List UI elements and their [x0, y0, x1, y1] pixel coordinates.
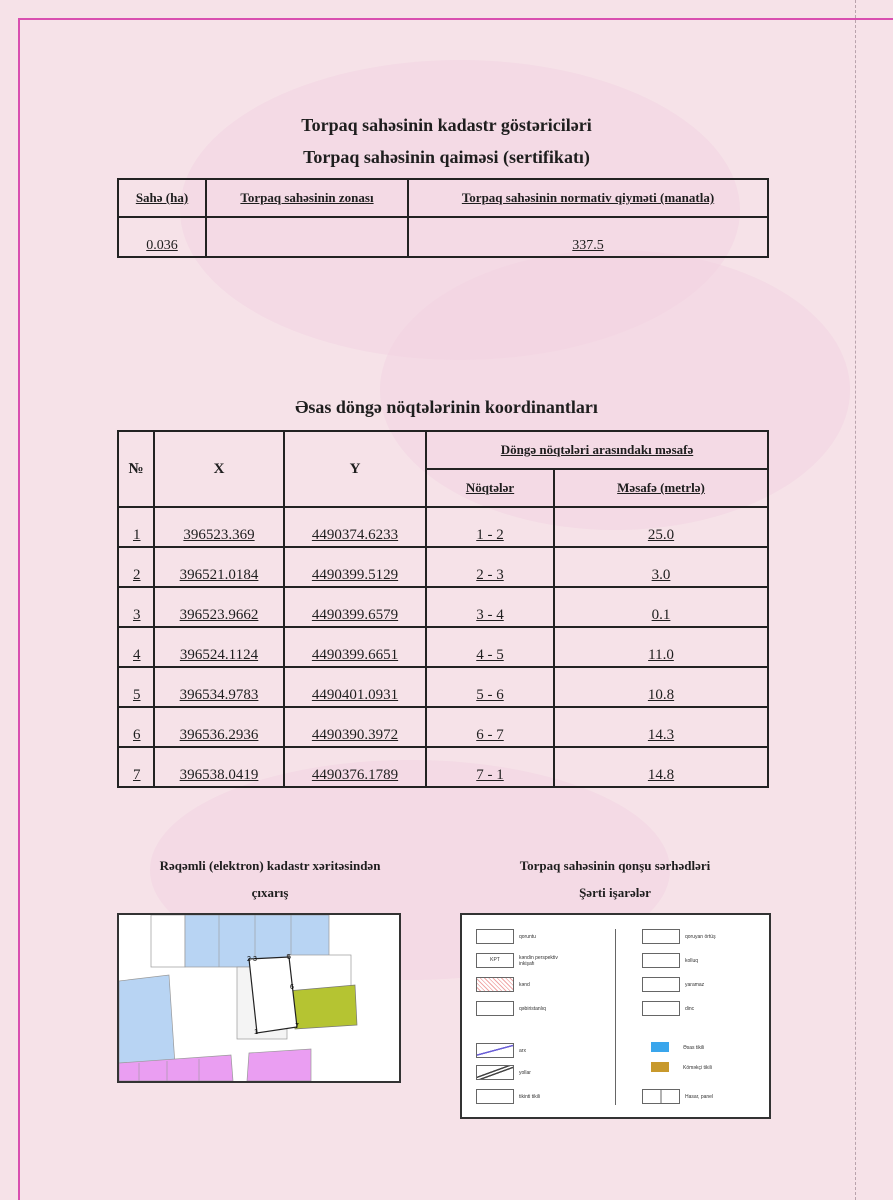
cell-no: 5 [118, 667, 154, 707]
column-header: Torpaq sahəsinin normativ qiyməti (manatla) [408, 179, 768, 217]
legend-label: qoruntu [519, 933, 536, 940]
legend-item [642, 953, 698, 968]
cell-y: 4490399.5129 [284, 547, 426, 587]
legend-symbol: KPT [476, 953, 514, 968]
cell-x: 396534.9783 [154, 667, 284, 707]
legend-label: qəbiristanlıq [519, 1005, 546, 1012]
table-row [118, 667, 768, 707]
cell-points: 1 - 2 [426, 507, 554, 547]
cell-distance: 10.8 [554, 667, 768, 707]
cell-no: 1 [118, 507, 154, 547]
legend-label: yaramaz [685, 981, 705, 988]
legend-item [476, 1065, 531, 1080]
legend-label: Köməkçi tikili [683, 1064, 712, 1071]
table-row [118, 547, 768, 587]
legend-symbol [642, 977, 680, 992]
column-header-distance: Məsafə (metrlə) [554, 469, 768, 507]
legend-item [476, 929, 536, 944]
legend-item [642, 929, 716, 944]
page-cut-line [855, 0, 856, 1200]
cell-y: 4490390.3972 [284, 707, 426, 747]
legend-symbol [476, 1089, 514, 1104]
cell-distance: 25.0 [554, 507, 768, 547]
cell-y: 4490399.6651 [284, 627, 426, 667]
table-header-row [118, 431, 768, 469]
column-header-distance-group: Döngə nöqtələri arasındakı məsafə [426, 431, 768, 469]
cell-y: 4490399.6579 [284, 587, 426, 627]
legend-label: kolluq [685, 957, 699, 964]
column-header-points: Nöqtələr [426, 469, 554, 507]
map-point-label: 3 [253, 956, 257, 963]
legend-item [476, 1001, 546, 1016]
cell-distance: 14.8 [554, 747, 768, 787]
cell-y: 4490376.1789 [284, 747, 426, 787]
coordinates-title: Əsas döngə nöqtələrinin koordinantları [295, 397, 598, 417]
legend-symbol [476, 929, 514, 944]
legend-symbol [642, 1001, 680, 1016]
legend-label: Əsas tikili [683, 1044, 705, 1051]
legend-label: tikinti tikili [519, 1093, 541, 1100]
legend-label: dinc [685, 1005, 695, 1012]
cell-no: 3 [118, 587, 154, 627]
legend-item [642, 1041, 704, 1054]
column-header: Sahə (ha) [118, 179, 206, 217]
neighbors-title: Torpaq sahəsinin qonşu sərhədləri [519, 858, 711, 873]
legend-item [642, 1001, 694, 1016]
coordinates-table [117, 430, 769, 788]
area-value: 0.036 [118, 217, 206, 257]
legend-symbol [476, 1065, 514, 1080]
map-parcel [119, 975, 175, 1065]
cell-points: 4 - 5 [426, 627, 554, 667]
legend-symbol [642, 1061, 678, 1074]
legend-label: arx [519, 1047, 526, 1054]
legend-symbol [642, 929, 680, 944]
cell-x: 396524.1124 [154, 627, 284, 667]
cell-distance: 0.1 [554, 587, 768, 627]
legend-item [476, 1089, 540, 1104]
document-title: Torpaq sahəsinin kadastr göstəriciləri [301, 115, 592, 135]
cadastre-map-extract [117, 913, 401, 1083]
map-title-line2: çıxarış [251, 885, 289, 900]
cell-no: 2 [118, 547, 154, 587]
map-point-label: 5 [287, 954, 291, 961]
legend-label: kəndin perspektiv inkişafı [519, 954, 558, 967]
legend-item [642, 1061, 712, 1074]
zone-value [206, 217, 408, 257]
table-row [118, 587, 768, 627]
legend-label: qoruyan örtüş [685, 933, 716, 940]
document-subtitle: Torpaq sahəsinin qaiməsi (sertifikatı) [303, 147, 590, 167]
cell-points: 2 - 3 [426, 547, 554, 587]
cadastre-table [117, 178, 769, 258]
price-value: 337.5 [408, 217, 768, 257]
page-border-top [18, 18, 893, 20]
legend-symbol [642, 1089, 680, 1104]
table-row [118, 707, 768, 747]
map-title-line1: Rəqəmli (elektron) kadastr xəritəsindən [159, 858, 381, 873]
cell-points: 7 - 1 [426, 747, 554, 787]
cell-points: 5 - 6 [426, 667, 554, 707]
cell-no: 6 [118, 707, 154, 747]
legend-title: Şərti işarələr [579, 885, 651, 900]
map-parcel [151, 915, 185, 967]
cell-x: 396523.369 [154, 507, 284, 547]
cell-y: 4490374.6233 [284, 507, 426, 547]
map-point-label: 2 [247, 956, 251, 963]
page-border-left [18, 18, 20, 1200]
cell-distance: 3.0 [554, 547, 768, 587]
legend-symbol [642, 1041, 678, 1054]
legend-item [642, 1089, 713, 1104]
legend-item [642, 977, 704, 992]
cell-distance: 14.3 [554, 707, 768, 747]
map-parcel [247, 1049, 311, 1081]
cell-y: 4490401.0931 [284, 667, 426, 707]
column-header-no: № [118, 431, 154, 507]
legend-symbol [476, 977, 514, 992]
column-header-y: Y [284, 431, 426, 507]
legend-symbol [476, 1043, 514, 1058]
table-row [118, 627, 768, 667]
legend-divider [615, 929, 616, 1105]
subject-parcel [249, 957, 297, 1033]
table-row [118, 747, 768, 787]
legend-label: yollar [519, 1069, 531, 1076]
legend-item [476, 977, 530, 992]
column-header: Torpaq sahəsinin zonası [206, 179, 408, 217]
cell-no: 7 [118, 747, 154, 787]
map-point-label: 7 [295, 1023, 299, 1030]
cell-no: 4 [118, 627, 154, 667]
cell-x: 396521.0184 [154, 547, 284, 587]
table-header-row [118, 179, 768, 217]
legend-symbol [476, 1001, 514, 1016]
cell-points: 3 - 4 [426, 587, 554, 627]
legend-item [476, 1043, 526, 1058]
cell-x: 396538.0419 [154, 747, 284, 787]
legend-item [476, 953, 559, 968]
map-point-label: 6 [290, 984, 294, 991]
cell-distance: 11.0 [554, 627, 768, 667]
legend-symbol [642, 953, 680, 968]
column-header-x: X [154, 431, 284, 507]
legend-label: kənd [519, 981, 530, 988]
cell-x: 396536.2936 [154, 707, 284, 747]
table-row [118, 217, 768, 257]
cell-points: 6 - 7 [426, 707, 554, 747]
legend-label: Hasar, panel [685, 1093, 714, 1100]
table-row [118, 507, 768, 547]
legend-panel [460, 913, 771, 1119]
map-parcel [287, 955, 351, 991]
cell-x: 396523.9662 [154, 587, 284, 627]
map-point-label: 1 [254, 1029, 258, 1036]
